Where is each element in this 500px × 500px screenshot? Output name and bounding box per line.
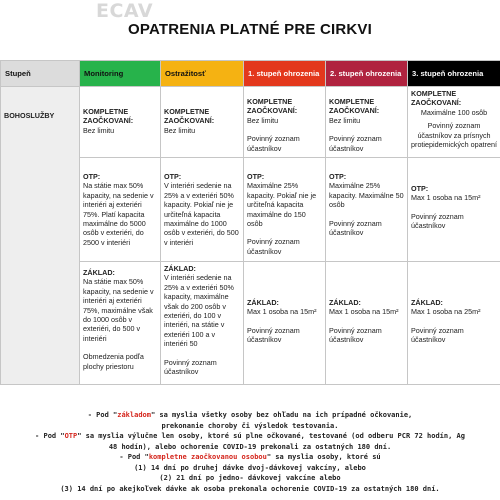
cell-note: Povinný zoznam účastníkov bbox=[164, 357, 217, 377]
cell-otp-ostrazitost bbox=[161, 158, 244, 262]
cell-text: V interiéri sedenie na 25% a v exteriéri 50% kapacity, maximálne však do 200 osôb v exteriéri, do 100 v interiéri, na státie v exteriéri 100 a v interiéri 50 bbox=[164, 273, 234, 349]
cell-otp-stupen-1 bbox=[244, 158, 326, 262]
cell-label: ZÁKLAD: bbox=[83, 268, 115, 277]
cell-komplet-stupen-2 bbox=[326, 87, 408, 158]
cell-note: Povinný zoznam účastníkov bbox=[247, 325, 300, 345]
cell-label: ZÁKLAD: bbox=[164, 264, 196, 273]
cell-label: KOMPLETNE ZAOČKOVANÍ: bbox=[164, 107, 215, 126]
row-label-bohosluzby: BOHOSLUŽBY bbox=[1, 87, 80, 385]
header-stupen-1: 1. stupeň ohrozenia bbox=[244, 61, 326, 87]
cell-zaklad-stupen-1 bbox=[244, 262, 326, 385]
cell-otp-monitoring bbox=[80, 158, 161, 262]
cell-text: Bez limitu bbox=[83, 125, 115, 135]
cell-komplet-stupen-1 bbox=[244, 87, 326, 158]
measures-table bbox=[0, 60, 500, 385]
cell-label: KOMPLETNE ZAOČKOVANÍ: bbox=[83, 107, 134, 126]
cell-label: KOMPLETNE ZAOČKOVANÍ: bbox=[411, 89, 462, 108]
cell-text: Max 1 osoba na 15m² bbox=[247, 307, 317, 317]
cell-label: KOMPLETNE ZAOČKOVANÍ: bbox=[247, 97, 298, 116]
cell-label: OTP: bbox=[164, 172, 182, 181]
cell-text: Bez limitu bbox=[164, 125, 196, 135]
cell-label: OTP: bbox=[329, 172, 347, 181]
cell-komplet-ostrazitost bbox=[161, 87, 244, 158]
cell-text: Bez limitu bbox=[247, 115, 279, 125]
header-row bbox=[1, 61, 500, 87]
cell-label: ZÁKLAD: bbox=[411, 298, 443, 307]
cell-note: Povinný zoznam účastníkov bbox=[329, 134, 382, 153]
cell-label: OTP: bbox=[411, 184, 429, 193]
footnote-otp: - Pod "OTP" sa myslia výlučne len osoby, ktoré sú plne očkované, testované (od odberu PCR 72 hodín, Ag bbox=[35, 432, 465, 440]
cell-note: Povinný zoznam účastníkov bbox=[247, 237, 300, 256]
cell-komplet-stupen-3 bbox=[408, 87, 500, 158]
cell-note: Obmedzenia podľa plochy priestoru bbox=[83, 352, 144, 371]
header-stupen-2: 2. stupeň ohrozenia bbox=[326, 61, 408, 87]
cell-zaklad-ostrazitost bbox=[161, 262, 244, 385]
header-stupen-3: 3. stupeň ohrozenia bbox=[408, 61, 500, 87]
cell-otp-stupen-2 bbox=[326, 158, 408, 262]
cell-text: V interiéri sedenie na 25% a v exteriéri 50% kapacity. Pokiaľ nie je určiteľná kapacita maximálne do 1000 osôb v exteriéri, do 500 v interiéri bbox=[164, 181, 239, 247]
cell-text: Maximálne 25% kapacity. Pokiaľ nie je určiteľná kapacita maximálne do 150 osôb bbox=[247, 181, 317, 229]
cell-zaklad-monitoring bbox=[80, 262, 161, 385]
header-ostrazitost: Ostražitosť bbox=[161, 61, 244, 87]
footnote-otp-cont: 48 hodín), alebo ochorenie COVID-19 prekonali za ostatných 180 dní. bbox=[108, 442, 392, 451]
page-title: OPATRENIA PLATNÉ PRE CIRKVI bbox=[127, 21, 373, 38]
cell-note: Povinný zoznam účastníkov bbox=[329, 325, 382, 345]
cell-text: Max 1 osoba na 15m² bbox=[329, 307, 399, 317]
header-stupen: Stupeň bbox=[1, 61, 80, 87]
header-monitoring: Monitoring bbox=[80, 61, 161, 87]
footnote-zaklad: - Pod "základom" sa myslia všetky osoby bez ohľadu na ich prípadné očkovanie, bbox=[87, 411, 413, 419]
footnote-komplet-3: (3) 14 dní po akejkoľvek dávke ak osoba prekonala ochorenie COVID-19 za ostatných 180 dní. bbox=[60, 484, 440, 493]
cell-label: ZÁKLAD: bbox=[247, 298, 279, 307]
cell-zaklad-stupen-3 bbox=[408, 262, 500, 385]
cell-note: Povinný zoznam účastníkov bbox=[411, 211, 464, 231]
cell-komplet-monitoring bbox=[80, 87, 161, 158]
ecav-watermark-logo: ECAV bbox=[96, 0, 154, 22]
footnote-zaklad-cont: prekonanie choroby či výsledok testovania. bbox=[161, 421, 339, 430]
cell-text: Bez limitu bbox=[329, 115, 361, 125]
row-komplet bbox=[1, 87, 500, 158]
footnote-komplet-1: (1) 14 dní po druhej dávke dvoj-dávkovej vakcíny, alebo bbox=[134, 463, 366, 472]
cell-note: Povinný zoznam účastníkov bbox=[411, 325, 464, 345]
cell-note: Povinný zoznam účastníkov bbox=[329, 218, 382, 238]
cell-zaklad-stupen-2 bbox=[326, 262, 408, 385]
cell-label: OTP: bbox=[247, 172, 265, 181]
footnote-komplet-2: (2) 21 dní po jedno- dávkovej vakcíne alebo bbox=[159, 474, 341, 482]
cell-note: Povinný zoznam účastníkov bbox=[247, 134, 300, 153]
footnotes bbox=[0, 410, 500, 494]
cell-text: Max 1 osoba na 25m² bbox=[411, 307, 481, 317]
cell-label: OTP: bbox=[83, 172, 101, 181]
cell-text: Na státie max 50% kapacity, na sedenie v interiéri aj exteriéri 75%, maximálne však do 1000 osôb v exteriéri, do 500 v interiéri bbox=[83, 277, 154, 343]
cell-otp-stupen-3 bbox=[408, 158, 500, 262]
cell-text: Maximálne 100 osôb bbox=[420, 107, 488, 117]
footnote-komplet: - Pod "kompletne zaočkovanou osobou" sa myslia osoby, ktoré sú bbox=[119, 453, 381, 461]
cell-label: KOMPLETNE ZAOČKOVANÍ: bbox=[329, 97, 380, 116]
cell-text: Max 1 osoba na 15m² bbox=[411, 193, 481, 203]
cell-text: Maximálne 25% kapacity. Maximálne 50 osôb bbox=[329, 181, 404, 210]
cell-note: Povinný zoznam účastníkov za prísnych protiepidemických opatrení bbox=[411, 121, 497, 150]
cell-label: ZÁKLAD: bbox=[329, 298, 361, 307]
cell-text: Na státie max 50% kapacity, na sedenie v interiéri aj exteriéri 75%. Platí kapacita maximálne do 5000 osôb v exteriéri, do 2500 v interiéri bbox=[83, 181, 154, 247]
